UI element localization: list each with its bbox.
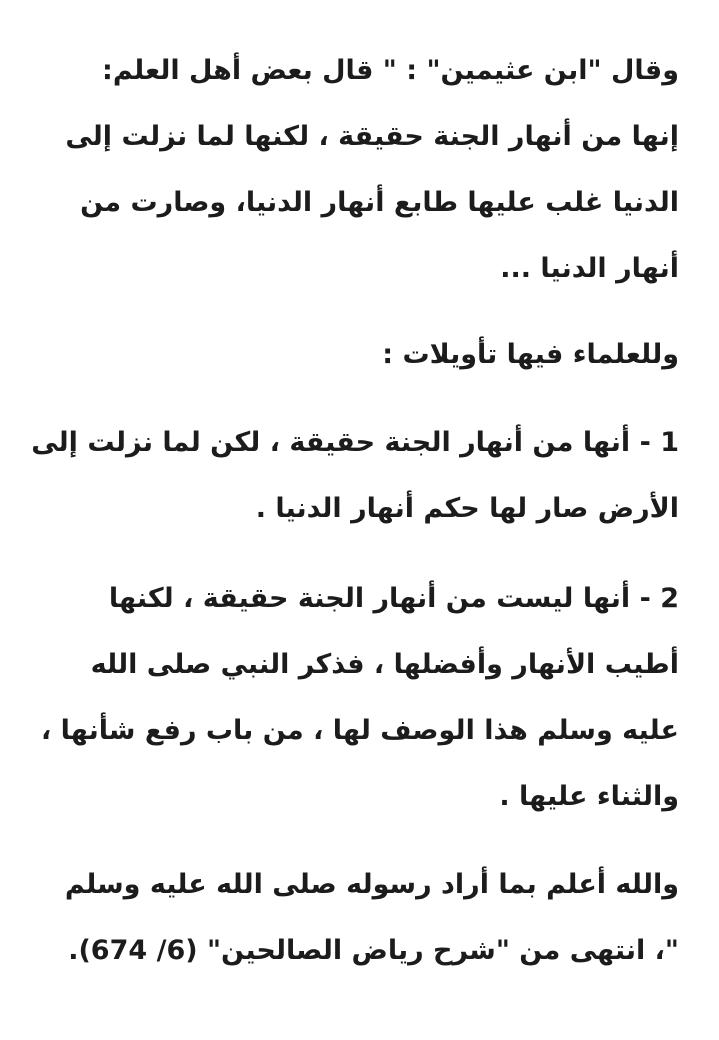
- paragraph-interpretation-1: [31, 410, 679, 542]
- paragraph-interpretation-2: [40, 566, 679, 830]
- paragraph-closing-citation: [44, 852, 679, 984]
- paragraph-interpretations-heading: [44, 322, 679, 388]
- text-line: الأرض صار لها حكم أنهار الدنيا .: [255, 493, 679, 524]
- text-line: وقال "ابن عثيمين" : " قال بعض أهل العلم:: [102, 55, 679, 86]
- text-line: والثناء عليها .: [499, 781, 679, 812]
- text-line: أنهار الدنيا ...: [500, 253, 679, 284]
- text-line: "، انتهى من "شرح رياض الصالحين" (6/ 674).: [68, 935, 679, 966]
- text-line: عليه وسلم هذا الوصف لها ، من باب رفع شأنها ،: [40, 715, 679, 746]
- text-line: 1 - أنها من أنهار الجنة حقيقة ، لكن لما نزلت إلى: [31, 427, 679, 458]
- paragraph-quote-intro: [44, 38, 679, 302]
- text-line: والله أعلم بما أراد رسوله صلى الله عليه وسلم: [64, 869, 679, 900]
- text-line: إنها من أنهار الجنة حقيقة ، لكنها لما نزلت إلى: [65, 121, 679, 152]
- text-line: وللعلماء فيها تأويلات :: [382, 339, 679, 370]
- text-line: الدنيا غلب عليها طابع أنهار الدنيا، وصارت من: [80, 187, 679, 218]
- text-line: أطيب الأنهار وأفضلها ، فذكر النبي صلى الله: [90, 649, 679, 680]
- text-line: 2 - أنها ليست من أنهار الجنة حقيقة ، لكنها: [108, 583, 679, 614]
